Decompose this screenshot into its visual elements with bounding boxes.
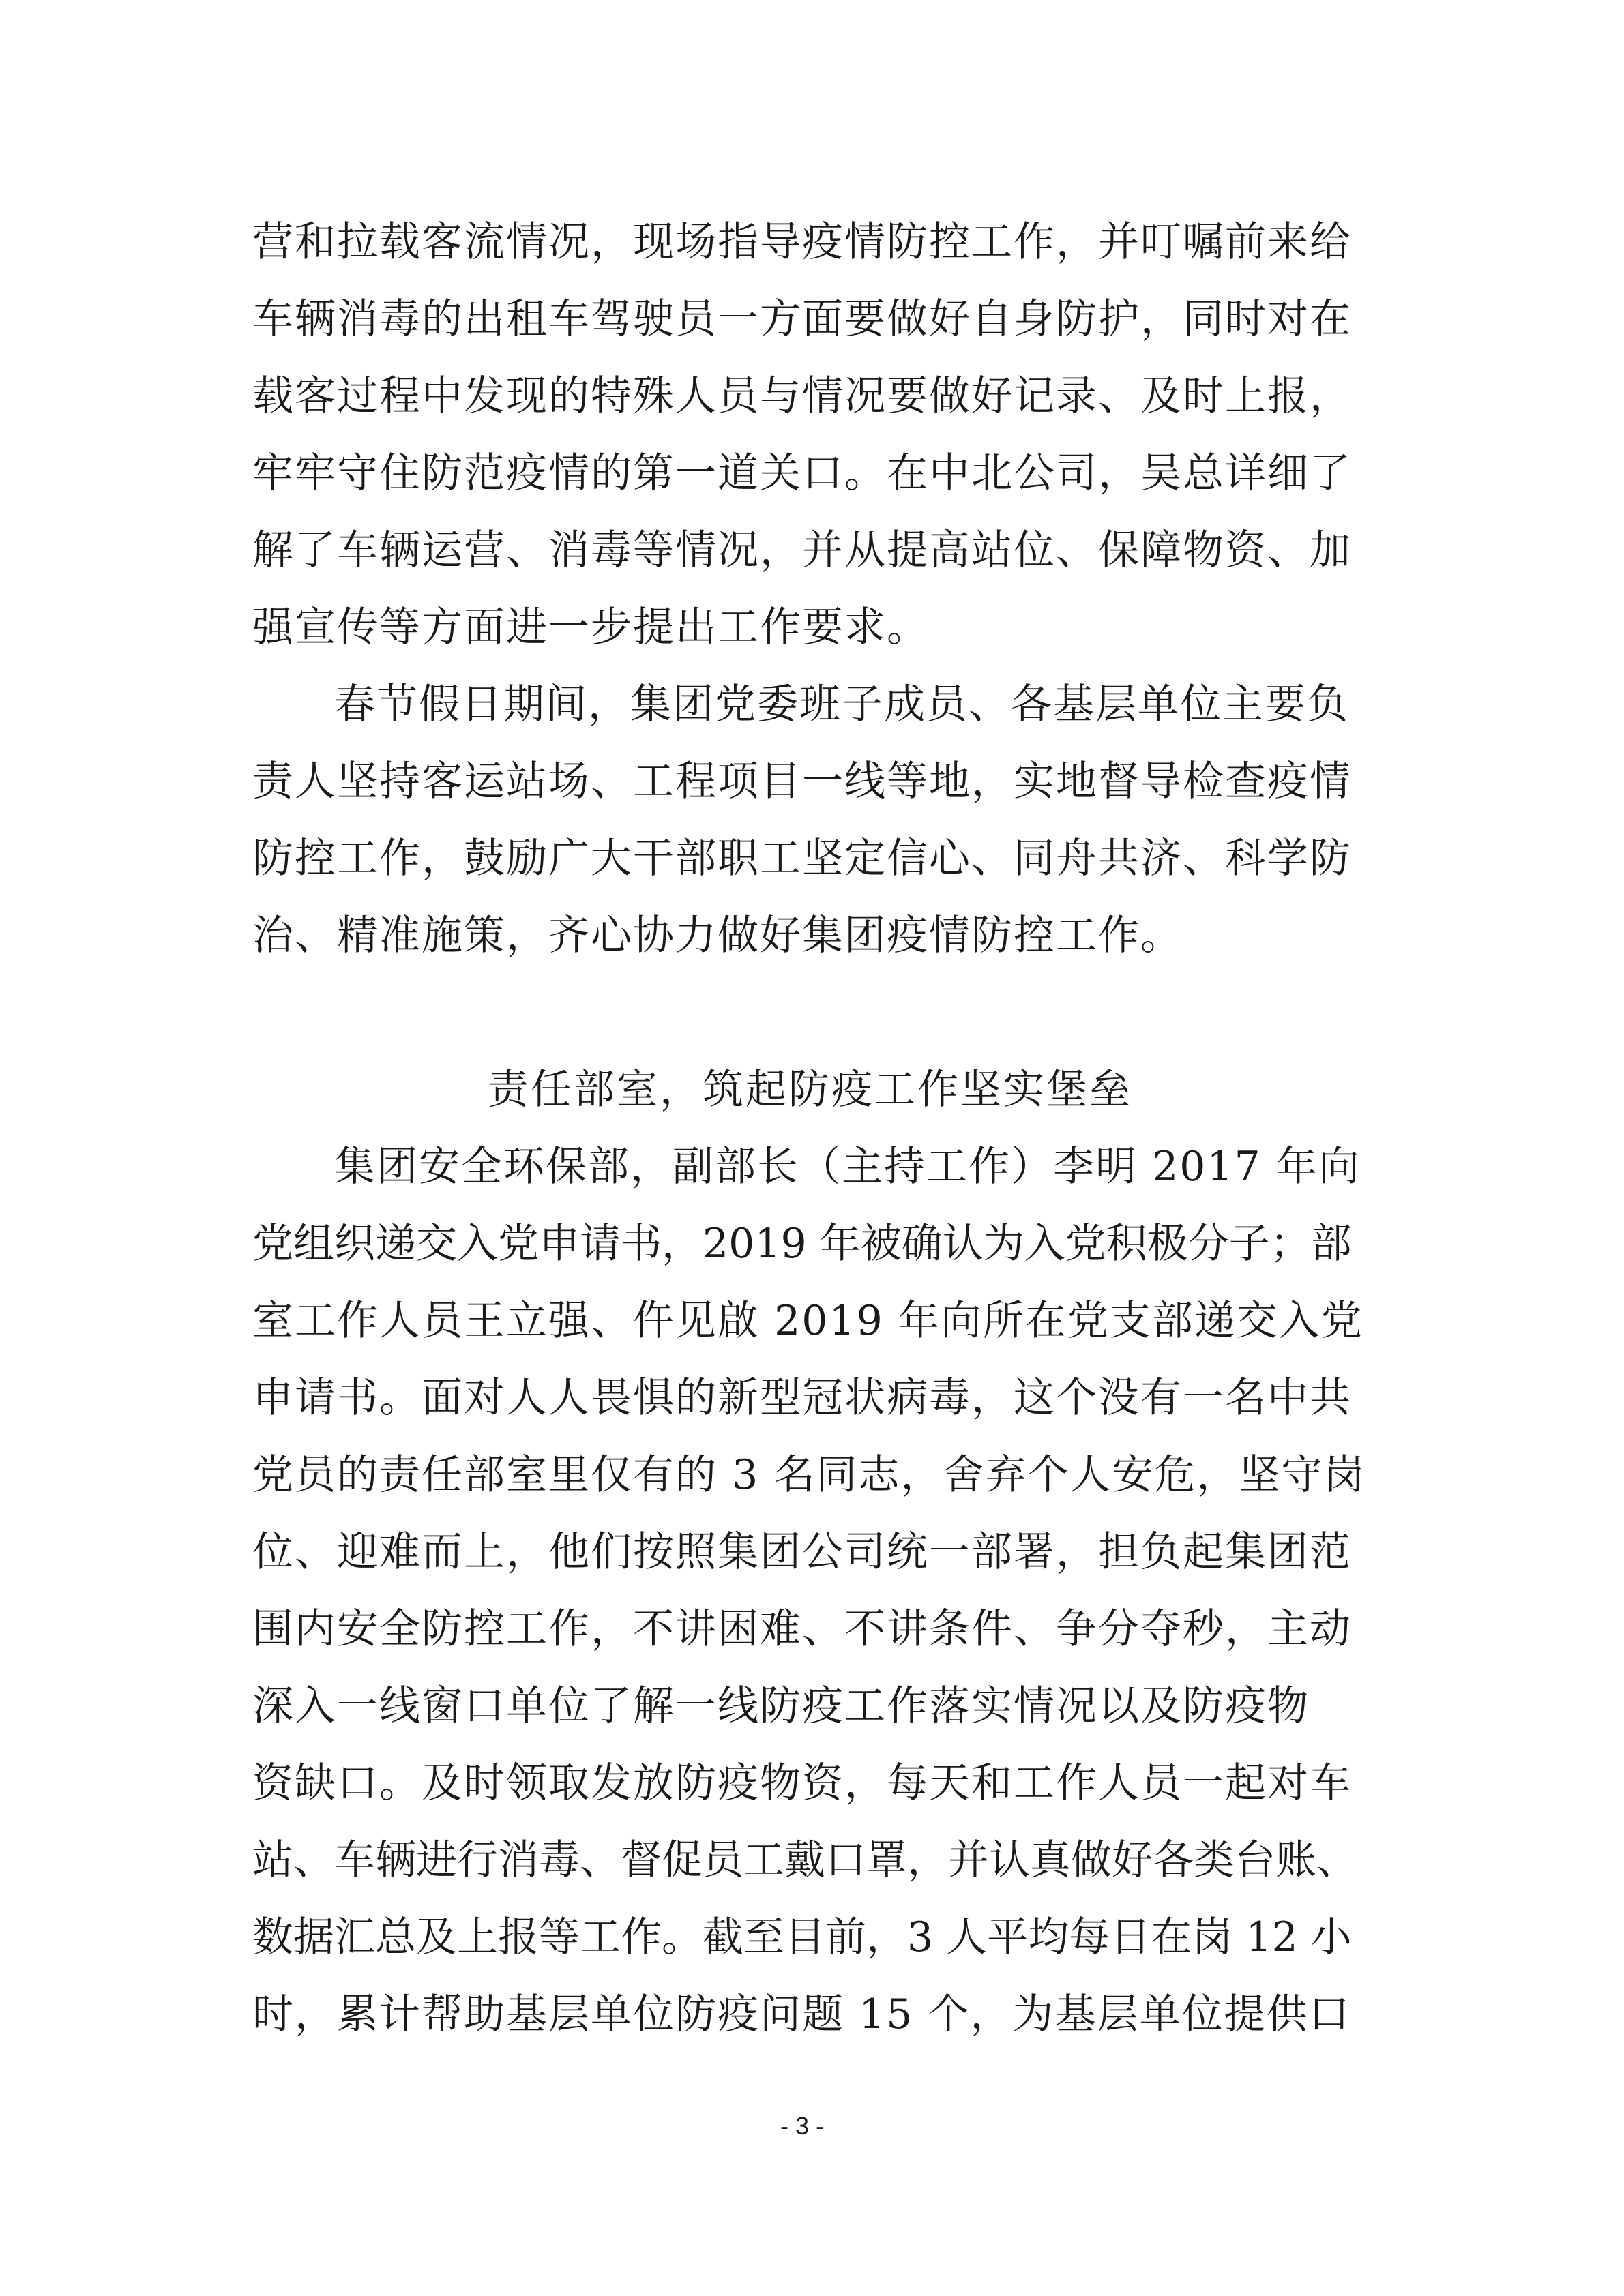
line-text: 强宣传等方面进一步提出工作要求。 — [252, 603, 929, 651]
text-line — [0, 1287, 1624, 1355]
line-text: 申请书。面对人人畏惧的新型冠状病毒，这个没有一名中共 — [252, 1374, 1352, 1422]
text-line — [0, 901, 1624, 970]
line-text: 数据汇总及上报等工作。截至目前，3 人平均每日在岗 12 小 — [252, 1913, 1352, 1961]
line-text: 防控工作，鼓励广大干部职工坚定信心、同舟共济、科学防 — [252, 835, 1352, 882]
line-text: 党组织递交入党申请书，2019 年被确认为入党积极分子；部 — [252, 1220, 1352, 1268]
line-text: 党员的责任部室里仅有的 3 名同志，舍弃个人安危，坚守岗 — [252, 1451, 1366, 1499]
line-text: 责人坚持客运站场、工程项目一线等地，实地督导检查疫情 — [252, 758, 1352, 805]
text-line — [0, 1672, 1624, 1740]
line-text: 春节假日期间，集团党委班子成员、各基层单位主要负 — [334, 681, 1349, 728]
text-line — [0, 208, 1624, 276]
text-line — [0, 1441, 1624, 1509]
line-text: 牢牢守住防范疫情的第一道关口。在中北公司，吴总详细了 — [252, 449, 1352, 497]
line-text: 深入一线窗口单位了解一线防疫工作落实情况以及防疫物 — [252, 1682, 1310, 1730]
section-heading-text: 责任部室，筑起防疫工作坚实堡垒 — [488, 1066, 1132, 1114]
text-line — [0, 516, 1624, 584]
text-line — [0, 747, 1624, 816]
line-text: 围内安全防控工作，不讲困难、不讲条件、争分夺秒，主动 — [252, 1605, 1352, 1653]
text-line — [0, 1210, 1624, 1278]
text-line — [0, 1133, 1624, 1201]
text-line — [0, 1980, 1624, 2048]
text-line — [0, 362, 1624, 430]
text-line — [0, 1518, 1624, 1586]
line-text: 治、精准施策，齐心协力做好集团疫情防控工作。 — [252, 912, 1183, 959]
line-text: 载客过程中发现的特殊人员与情况要做好记录、及时上报， — [252, 372, 1352, 420]
line-text: 站、车辆进行消毒、督促员工戴口罩，并认真做好各类台账、 — [252, 1836, 1357, 1884]
section-heading — [0, 1056, 1624, 1124]
text-line — [0, 439, 1624, 507]
line-text: 资缺口。及时领取发放防疫物资，每天和工作人员一起对车 — [252, 1759, 1352, 1807]
text-line — [0, 1364, 1624, 1432]
line-text: 集团安全环保部，副部长（主持工作）李明 2017 年向 — [334, 1143, 1361, 1191]
text-line — [0, 285, 1624, 353]
text-line — [0, 1749, 1624, 1817]
line-text: 时，累计帮助基层单位防疫问题 15 个，为基层单位提供口 — [252, 1991, 1351, 2038]
text-line — [0, 1826, 1624, 1894]
text-line — [0, 670, 1624, 739]
line-text: 营和拉载客流情况，现场指导疫情防控工作，并叮嘱前来给 — [252, 218, 1352, 266]
text-line — [0, 824, 1624, 893]
line-text: 室工作人员王立强、仵见啟 2019 年向所在党支部递交入党 — [252, 1297, 1363, 1345]
page-footer — [0, 2106, 1624, 2147]
line-text: 位、迎难而上，他们按照集团公司统一部署，担负起集团范 — [252, 1528, 1352, 1576]
text-line — [0, 1595, 1624, 1663]
text-line — [0, 1903, 1624, 1971]
line-text: 车辆消毒的出租车驾驶员一方面要做好自身防护，同时对在 — [252, 295, 1352, 343]
text-line — [0, 593, 1624, 661]
line-text: 解了车辆运营、消毒等情况，并从提高站位、保障物资、加 — [252, 526, 1352, 574]
page-number: - 3 - — [780, 2112, 825, 2140]
